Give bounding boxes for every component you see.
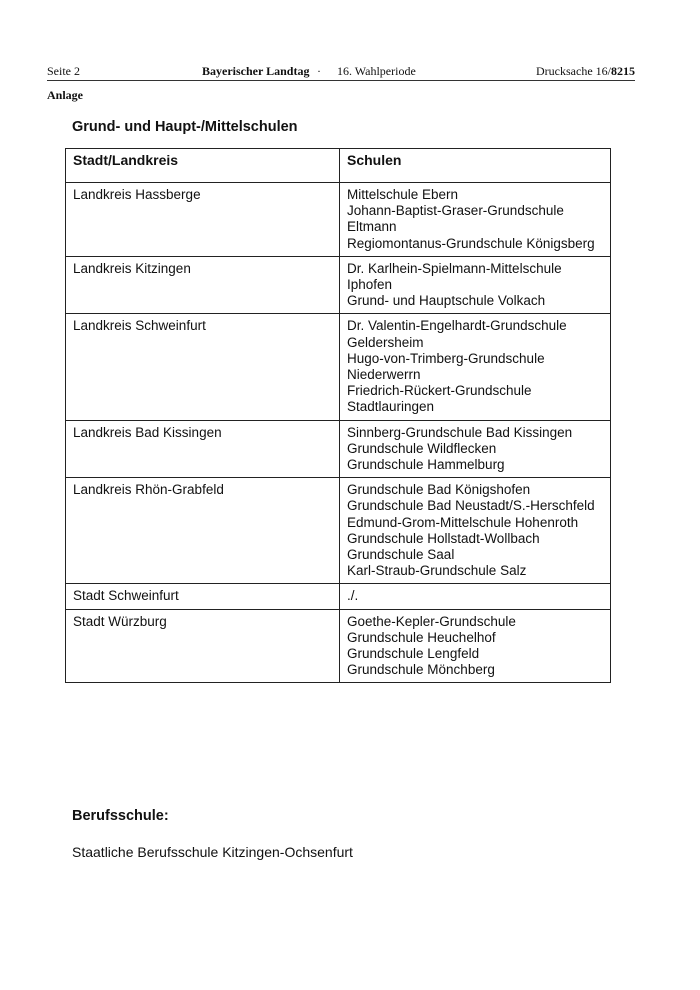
region-cell: Landkreis Schweinfurt: [66, 314, 340, 420]
school-name: Hugo-von-Trimberg-Grundschule: [347, 350, 545, 366]
document-number: [536, 64, 635, 79]
region-cell: Landkreis Kitzingen: [66, 256, 340, 314]
school-name: Friedrich-Rückert-Grundschule: [347, 383, 532, 399]
table-row: [66, 256, 611, 314]
school-name: Grundschule Lengfeld: [347, 646, 480, 662]
annex-label: Anlage: [47, 88, 83, 102]
school-name: Regiomontanus-Grundschule Königsberg: [347, 235, 595, 251]
school-name: Grundschule Saal: [347, 547, 455, 563]
schools-cell: [340, 609, 611, 683]
region-cell: Landkreis Rhön-Grabfeld: [66, 478, 340, 584]
school-name: Edmund-Grom-Mittelschule Hohenroth: [347, 514, 579, 530]
region-cell: Landkreis Bad Kissingen: [66, 420, 340, 478]
region-cell: Landkreis Hassberge: [66, 183, 340, 257]
school-name: Grundschule Bad Neustadt/S.-Herschfeld: [347, 498, 595, 514]
table-row: [66, 609, 611, 683]
school-name: Dr. Valentin-Engelhardt-Grundschule: [347, 318, 567, 334]
parliament-name: Bayerischer Landtag: [202, 64, 310, 78]
page-header: [47, 64, 635, 81]
school-name: Grundschule Heuchelhof: [347, 629, 496, 645]
school-name: Grundschule Hollstadt-Wollbach: [347, 530, 540, 546]
school-name: Karl-Straub-Grundschule Salz: [347, 563, 527, 579]
school-name: Grundschule Hammelburg: [347, 457, 505, 473]
school-name: Goethe-Kepler-Grundschule: [347, 613, 516, 629]
school-name: Grund- und Hauptschule Volkach: [347, 293, 546, 309]
table-row: [66, 183, 611, 257]
school-name: ./.: [347, 588, 359, 604]
school-name: Eltmann: [347, 219, 397, 235]
document-number-value: 8215: [611, 64, 635, 78]
page-number: Seite 2: [47, 64, 80, 78]
table-header-row: [66, 149, 611, 183]
section-title: Grund- und Haupt-/Mittelschulen: [72, 119, 298, 135]
table-body: [66, 183, 611, 683]
school-name: Sinnberg-Grundschule Bad Kissingen: [347, 424, 573, 440]
header-separator: ·: [317, 64, 321, 78]
legislative-period: 16. Wahlperiode: [337, 64, 416, 78]
table-row: [66, 478, 611, 584]
school-name: Grundschule Wildflecken: [347, 440, 497, 456]
school-name: Mittelschule Ebern: [347, 187, 459, 202]
column-header-region: Stadt/Landkreis: [66, 149, 340, 183]
vocational-school-name: Staatliche Berufsschule Kitzingen-Ochsenfurt: [72, 844, 353, 860]
column-header-schools: Schulen: [340, 149, 611, 183]
region-cell: Stadt Schweinfurt: [66, 584, 340, 609]
region-cell: Stadt Würzburg: [66, 609, 340, 683]
schools-cell: [340, 584, 611, 609]
school-name: Dr. Karlhein-Spielmann-Mittelschule: [347, 260, 562, 276]
schools-cell: [340, 256, 611, 314]
schools-cell: [340, 183, 611, 257]
table-row: [66, 420, 611, 478]
schools-table: [65, 148, 611, 683]
school-name: Grundschule Bad Königshofen: [347, 482, 531, 498]
school-name: Johann-Baptist-Graser-Grundschule: [347, 203, 564, 219]
schools-cell: [340, 314, 611, 420]
school-name: Geldersheim: [347, 334, 424, 350]
vocational-school-title: Berufsschule:: [72, 808, 169, 824]
document-number-prefix: Drucksache 16/: [536, 64, 611, 78]
table-row: [66, 314, 611, 420]
table-row: [66, 584, 611, 609]
school-name: Niederwerrn: [347, 367, 421, 383]
school-name: Iphofen: [347, 277, 393, 293]
schools-cell: [340, 478, 611, 584]
school-name: Stadtlauringen: [347, 399, 435, 415]
school-name: Grundschule Mönchberg: [347, 662, 495, 678]
schools-cell: [340, 420, 611, 478]
